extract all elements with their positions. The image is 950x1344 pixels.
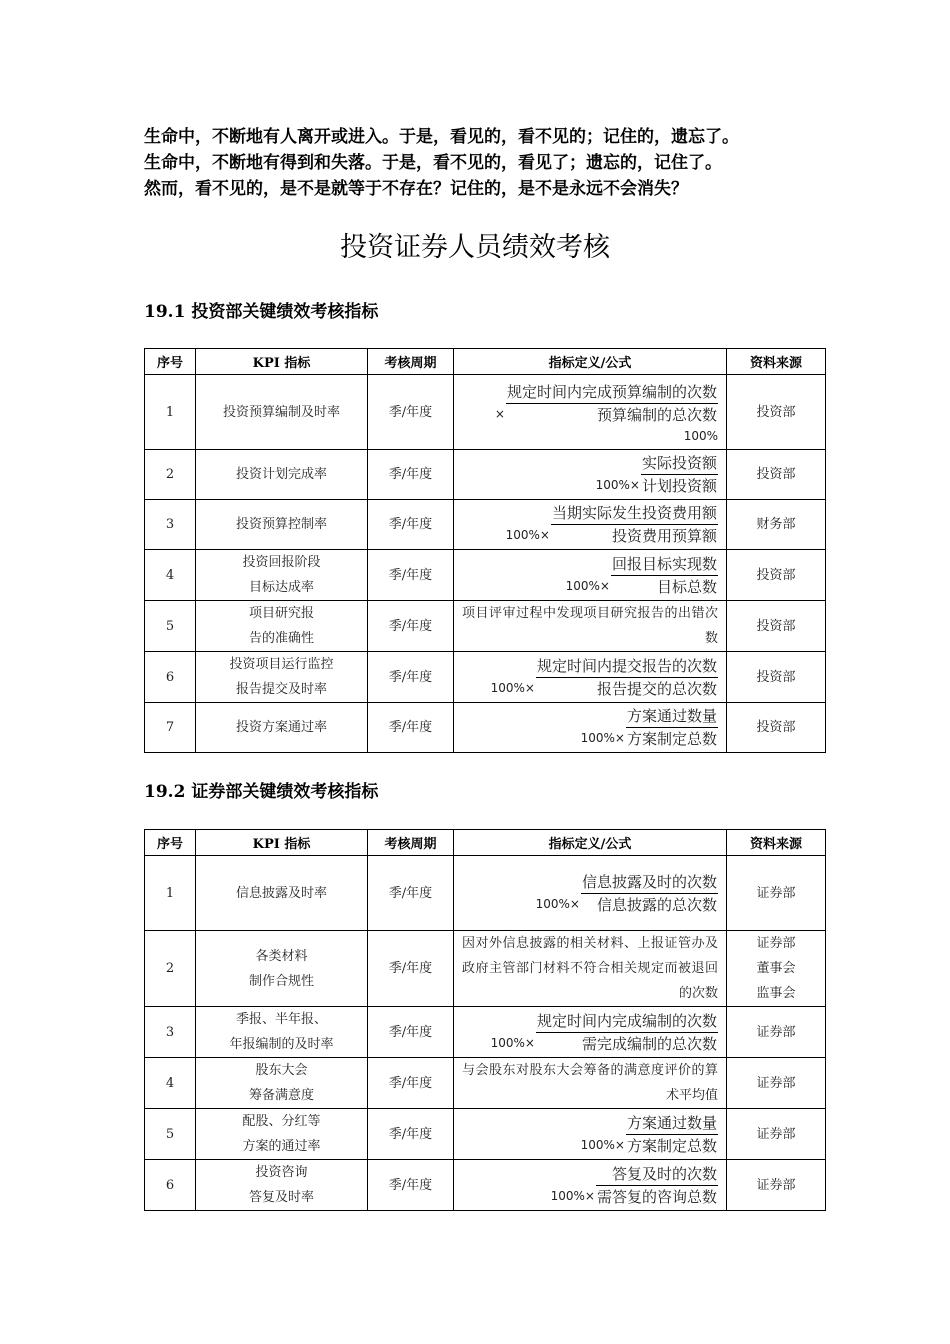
table-row [145, 450, 826, 500]
kpi-table-investment [144, 348, 826, 753]
intro-paragraph [144, 124, 824, 202]
definition-formula [454, 550, 727, 601]
row-number: 6 [145, 652, 196, 703]
kpi-name: 信息披露及时率 [196, 856, 368, 931]
formula-multiplier: 100%× [490, 1035, 535, 1050]
table-header-row [145, 349, 826, 375]
kpi-name-line: 筹备满意度 [248, 1088, 314, 1103]
table-row [145, 1007, 826, 1058]
kpi-name: 投资预算控制率 [196, 500, 368, 550]
intro-line: 生命中，不断地有人离开或进入。于是，看见的，看不见的；记住的，遗忘了。 [144, 127, 739, 147]
kpi-name [196, 652, 368, 703]
table-row [145, 931, 826, 1007]
kpi-name-line: 投资回报阶段 [242, 555, 321, 570]
kpi-name-line: 项目研究报 [248, 606, 314, 621]
formula [458, 380, 718, 427]
formula-fraction [641, 452, 718, 497]
row-number: 2 [145, 450, 196, 500]
formula-denominator: 计划投资额 [641, 477, 717, 495]
formula-multiplier: 100%× [535, 896, 580, 911]
formula-numerator: 当期实际发生投资费用额 [551, 502, 718, 525]
kpi-name [196, 1058, 368, 1109]
kpi-name: 投资计划完成率 [196, 450, 368, 500]
formula-denominator: 方案制定总数 [626, 730, 717, 748]
formula-multiplier: 100%× [505, 528, 550, 542]
data-source: 证券部 [727, 1160, 826, 1211]
kpi-name [196, 931, 368, 1007]
assessment-period: 季/年度 [368, 856, 454, 931]
formula [458, 552, 718, 599]
data-source: 证券部 [727, 1007, 826, 1058]
definition-text: 因对外信息披露的相关材料、上报证管办及政府主管部门材料不符合相关规定而被退回的次数 [454, 931, 727, 1007]
data-source-line: 监事会 [756, 986, 796, 1001]
definition-formula [454, 1109, 727, 1160]
formula-fraction [506, 381, 718, 426]
kpi-name-line: 年报编制的及时率 [229, 1037, 334, 1052]
table-header-row [145, 830, 826, 856]
formula-numerator: 信息披露及时的次数 [581, 871, 718, 894]
kpi-table-securities [144, 829, 826, 1211]
formula-fraction [536, 655, 718, 700]
kpi-name: 投资预算编制及时率 [196, 375, 368, 450]
definition-text: 与会股东对股东大会筹备的满意度评价的算术平均值 [454, 1058, 727, 1109]
row-number: 3 [145, 1007, 196, 1058]
formula-multiplier: 100%× [595, 478, 640, 492]
formula-fraction [626, 705, 718, 750]
formula-multiplier: × [494, 406, 505, 421]
formula-numerator: 实际投资额 [641, 452, 718, 475]
definition-formula [454, 1160, 727, 1211]
data-source [727, 931, 826, 1007]
definition-formula [454, 375, 727, 450]
kpi-name [196, 601, 368, 652]
definition-formula [454, 652, 727, 703]
intro-line: 生命中，不断地有得到和失落。于是，看不见的，看见了；遗忘的，记住了。 [144, 153, 722, 173]
table-row [145, 652, 826, 703]
intro-line: 然而，看不见的，是不是就等于不存在？记住的，是不是永远不会消失？ [144, 179, 688, 199]
kpi-name-line: 投资咨询 [255, 1165, 308, 1180]
data-source-line: 董事会 [756, 961, 796, 976]
assessment-period: 季/年度 [368, 550, 454, 601]
formula-multiplier: 100%× [580, 731, 625, 745]
kpi-name [196, 1160, 368, 1211]
row-number: 7 [145, 703, 196, 753]
formula [458, 870, 718, 917]
definition-formula [454, 500, 727, 550]
formula-numerator: 答复及时的次数 [596, 1163, 718, 1186]
formula [458, 1009, 718, 1056]
formula [458, 1111, 718, 1158]
data-source: 投资部 [727, 375, 826, 450]
assessment-period: 季/年度 [368, 500, 454, 550]
kpi-name-line: 告的准确性 [248, 631, 314, 646]
formula-numerator: 规定时间内完成编制的次数 [536, 1010, 718, 1033]
data-source: 投资部 [727, 652, 826, 703]
formula [458, 451, 718, 498]
formula-fraction [536, 1010, 718, 1055]
section-heading-investment: 19.1 投资部关键绩效考核指标 [144, 302, 379, 322]
assessment-period: 季/年度 [368, 1058, 454, 1109]
kpi-name-line: 报告提交及时率 [235, 682, 327, 697]
header-period: 考核周期 [368, 830, 454, 856]
header-kpi: KPI 指标 [196, 349, 368, 375]
table-row [145, 856, 826, 931]
formula-denominator: 报告提交的总次数 [596, 679, 717, 698]
formula-fraction [596, 1163, 718, 1208]
data-source-line: 证券部 [756, 936, 796, 951]
formula [458, 654, 718, 701]
header-kpi: KPI 指标 [196, 830, 368, 856]
row-number: 4 [145, 1058, 196, 1109]
kpi-name: 投资方案通过率 [196, 703, 368, 753]
kpi-name-line: 答复及时率 [248, 1190, 314, 1205]
formula-fraction [626, 1112, 718, 1157]
table-row [145, 1109, 826, 1160]
formula-multiplier: 100%× [550, 1188, 595, 1203]
formula-multiplier: 100%× [565, 578, 610, 593]
formula-fraction [551, 502, 718, 547]
kpi-name-line: 目标达成率 [248, 580, 314, 595]
header-definition: 指标定义/公式 [454, 830, 727, 856]
page-title: 投资证券人员绩效考核 [340, 232, 610, 263]
assessment-period: 季/年度 [368, 1007, 454, 1058]
formula-fraction [581, 871, 718, 916]
row-number: 5 [145, 601, 196, 652]
table-row [145, 500, 826, 550]
formula-numerator: 回报目标实现数 [611, 553, 718, 576]
data-source: 投资部 [727, 601, 826, 652]
formula [458, 501, 718, 548]
formula-denominator: 需答复的咨询总数 [596, 1187, 717, 1206]
kpi-name-line: 投资项目运行监控 [229, 657, 334, 672]
row-number: 6 [145, 1160, 196, 1211]
assessment-period: 季/年度 [368, 375, 454, 450]
formula-numerator: 规定时间内提交报告的次数 [536, 655, 718, 678]
data-source: 投资部 [727, 550, 826, 601]
formula-multiplier: 100%× [580, 1137, 625, 1152]
assessment-period: 季/年度 [368, 703, 454, 753]
assessment-period: 季/年度 [368, 1109, 454, 1160]
table-row [145, 601, 826, 652]
data-source: 投资部 [727, 450, 826, 500]
formula-numerator: 方案通过数量 [626, 705, 718, 728]
row-number: 5 [145, 1109, 196, 1160]
definition-text: 项目评审过程中发现项目研究报告的出错次数 [454, 601, 727, 652]
assessment-period: 季/年度 [368, 601, 454, 652]
kpi-name-line: 各类材料 [255, 948, 308, 964]
definition-formula [454, 450, 727, 500]
header-period: 考核周期 [368, 349, 454, 375]
formula [458, 1162, 718, 1209]
data-source: 证券部 [727, 856, 826, 931]
row-number: 4 [145, 550, 196, 601]
data-source: 证券部 [727, 1058, 826, 1109]
data-source: 投资部 [727, 703, 826, 753]
assessment-period: 季/年度 [368, 652, 454, 703]
kpi-name-line: 方案的通过率 [242, 1139, 321, 1154]
table-row [145, 703, 826, 753]
formula-denominator: 投资费用预算额 [611, 527, 717, 545]
formula [458, 704, 718, 751]
kpi-name-line: 股东大会 [255, 1063, 308, 1078]
table-row [145, 1160, 826, 1211]
row-number: 1 [145, 375, 196, 450]
definition-formula [454, 703, 727, 753]
header-source: 资料来源 [727, 830, 826, 856]
kpi-name-line: 配股、分红等 [242, 1114, 321, 1129]
definition-formula [454, 1007, 727, 1058]
header-no: 序号 [145, 830, 196, 856]
section-heading-securities: 19.2 证券部关键绩效考核指标 [144, 782, 379, 802]
data-source: 财务部 [727, 500, 826, 550]
assessment-period: 季/年度 [368, 450, 454, 500]
row-number: 2 [145, 931, 196, 1007]
table-row [145, 550, 826, 601]
assessment-period: 季/年度 [368, 1160, 454, 1211]
kpi-name-line: 季报、半年报、 [235, 1012, 327, 1027]
header-no: 序号 [145, 349, 196, 375]
assessment-period: 季/年度 [368, 931, 454, 1007]
formula-numerator: 规定时间内完成预算编制的次数 [506, 381, 718, 404]
data-source: 证券部 [727, 1109, 826, 1160]
formula-denominator: 需完成编制的总次数 [581, 1034, 717, 1053]
definition-formula [454, 856, 727, 931]
formula-percent: 100% [683, 428, 718, 443]
row-number: 3 [145, 500, 196, 550]
row-number: 1 [145, 856, 196, 931]
header-source: 资料来源 [727, 349, 826, 375]
kpi-name [196, 550, 368, 601]
formula-denominator: 目标总数 [656, 577, 717, 596]
kpi-name-line: 制作合规性 [248, 973, 314, 989]
table-row [145, 375, 826, 450]
table-row [145, 1058, 826, 1109]
formula-multiplier: 100%× [490, 680, 535, 695]
formula-numerator: 方案通过数量 [626, 1112, 718, 1135]
formula-denominator: 信息披露的总次数 [596, 895, 717, 914]
formula-denominator: 预算编制的总次数 [596, 405, 717, 424]
header-definition: 指标定义/公式 [454, 349, 727, 375]
kpi-name [196, 1109, 368, 1160]
formula-denominator: 方案制定总数 [626, 1136, 717, 1155]
kpi-name [196, 1007, 368, 1058]
formula-fraction [611, 553, 718, 598]
